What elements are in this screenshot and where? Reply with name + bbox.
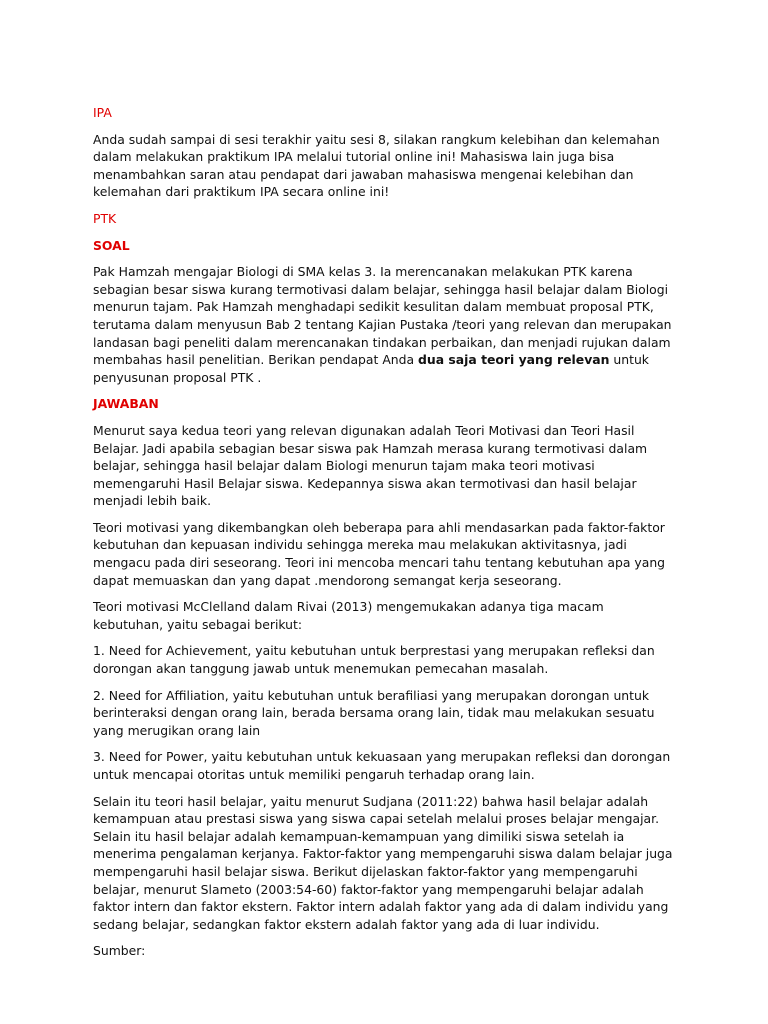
soal-paragraph [93, 263, 675, 386]
answer-paragraph-3: Teori motivasi McClelland dalam Rivai (2013) mengemukakan adanya tiga macam kebutuhan, yaitu sebagai berikut: [93, 599, 604, 632]
soal-text-bold: dua saja teori yang relevan [418, 352, 610, 368]
sumber-label: Sumber: [93, 943, 146, 959]
soal-text-part2: untuk penyusunan proposal PTK . [93, 352, 649, 385]
answer-paragraph-2: Teori motivasi yang dikembangkan oleh beberapa para ahli mendasarkan pada faktor-faktor kebutuhan dan kepuasan individu sehingga mereka mau melakukan aktivitasnya, jadi mengacu pada diri seseorang. Teori ini mencoba mencari tahu tentang kebutuhan apa yang dapat memuaskan dan yang dapat .mendorong semangat kerja seseorang. [93, 519, 666, 588]
soal-heading: SOAL [93, 237, 130, 253]
answer-paragraph-hasil-belajar: Selain itu teori hasil belajar, yaitu menurut Sudjana (2011:22) bahwa hasil belajar adalah kemampuan atau prestasi siswa yang siswa capai setelah melalui proses belajar mengajar. Selain itu hasil belajar adalah kemampuan-kemampuan yang dimiliki siswa setelah ia menerima pengalaman kerjanya. Faktor-faktor yang mempengaruhi siswa dalam belajar juga mempengaruhi hasil belajar siswa. Berikut dijelaskan faktor-faktor yang mempengaruhi belajar, menurut Slameto (2003:54-60) faktor-faktor yang mempengaruhi belajar adalah faktor intern dan faktor ekstern. Faktor intern adalah faktor yang ada di dalam individu yang sedang belajar, sedangkan faktor ekstern adalah faktor yang ada di luar individu. [93, 793, 673, 932]
document-page [93, 104, 675, 969]
ipa-heading: IPA [93, 105, 112, 120]
ipa-paragraph: Anda sudah sampai di sesi terakhir yaitu sesi 8, silakan rangkum kelebihan dan kelemahan dalam melakukan praktikum IPA melalui tutorial online ini! Mahasiswa lain juga bisa menambahkan saran atau pendapat dari jawaban mahasiswa mengenai kelebihan dan kelemahan dari praktikum IPA secara online ini! [93, 131, 660, 200]
jawaban-heading: JAWABAN [93, 396, 159, 412]
soal-text-part1: Pak Hamzah mengajar Biologi di SMA kelas 3. Ia merencanakan melakukan PTK karena sebagian besar siswa kurang termotivasi dalam belajar, sehingga hasil belajar dalam Biologi menurun tajam. Pak Hamzah menghadapi sedikit kesulitan dalam membuat proposal PTK, terutama dalam menyusun Bab 2 tentang Kajian Pustaka /teori yang relevan dan merupakan landasan bagi peneliti dalam merencanakan tindakan perbaikan, dan menjadi rujukan dalam membahas hasil penelitian. Berikan pendapat Anda [93, 264, 672, 368]
ptk-heading: PTK [93, 210, 117, 226]
list-item-power: 3. Need for Power, yaitu kebutuhan untuk kekuasaan yang merupakan refleksi dan dorongan untuk mencapai otoritas untuk memiliki pengaruh terhadap orang lain. [93, 749, 671, 782]
list-item-affiliation: 2. Need for Affiliation, yaitu kebutuhan untuk berafiliasi yang merupakan dorongan untuk berinteraksi dengan orang lain, berada bersama orang lain, tidak mau melakukan sesuatu yang merugikan orang lain [93, 687, 655, 738]
answer-paragraph-1: Menurut saya kedua teori yang relevan digunakan adalah Teori Motivasi dan Teori Hasil Belajar. Jadi apabila sebagian besar siswa pak Hamzah merasa kurang termotivasi dalam belajar, sehingga hasil belajar dalam Biologi menurun tajam maka teori motivasi memengaruhi Hasil Belajar siswa. Kedepannya siswa akan termotivasi dan hasil belajar menjadi lebih baik. [93, 422, 648, 509]
list-item-achievement: 1. Need for Achievement, yaitu kebutuhan untuk berprestasi yang merupakan refleksi dan dorongan akan tanggung jawab untuk menemukan pemecahan masalah. [93, 643, 655, 677]
